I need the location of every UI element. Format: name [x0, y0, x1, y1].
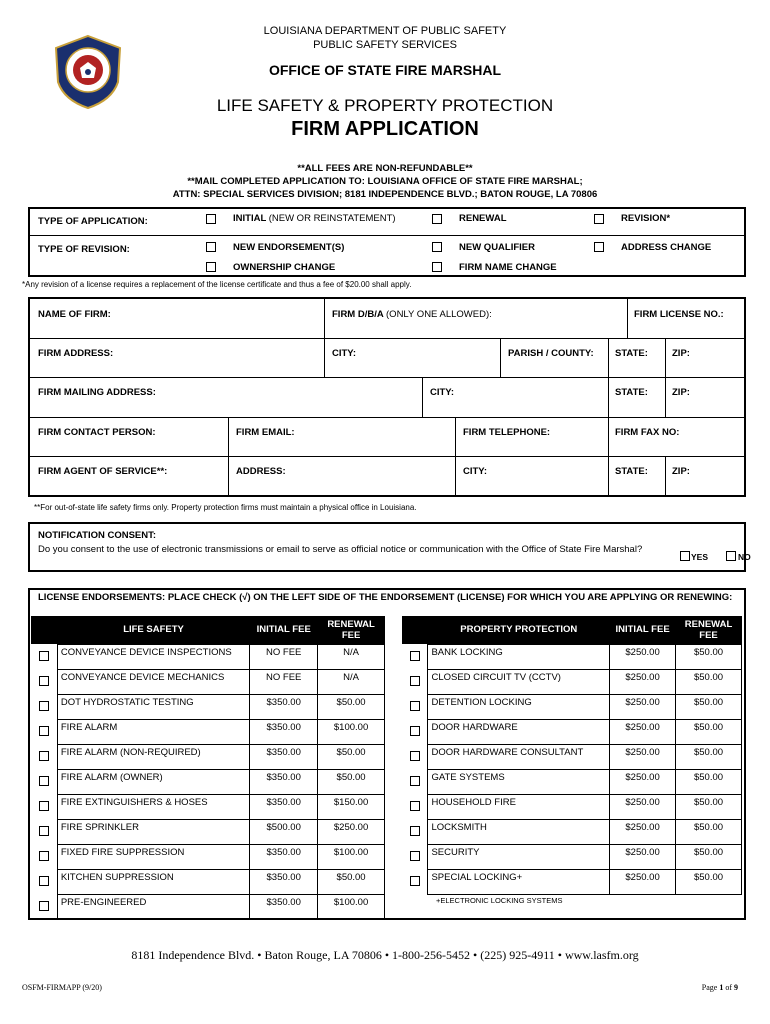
initial-fee: $350.00 — [250, 794, 318, 819]
endorsement-checkbox[interactable] — [39, 651, 49, 661]
endorsement-name: FIRE ALARM — [57, 719, 249, 744]
dba-note: (ONLY ONE ALLOWED): — [386, 309, 492, 320]
renewal-fee: $50.00 — [676, 794, 742, 819]
new-endorsement-checkbox[interactable] — [206, 242, 216, 252]
endorsement-name: KITCHEN SUPPRESSION — [57, 869, 249, 894]
firm-license-label: FIRM LICENSE NO.: — [634, 309, 724, 320]
endorsement-name: DETENTION LOCKING — [428, 694, 610, 719]
life-safety-check-header — [31, 616, 57, 644]
mail-line-1: **MAIL COMPLETED APPLICATION TO: LOUISIANA OFFICE OF STATE FIRE MARSHAL; — [187, 176, 583, 187]
renewal-label: RENEWAL — [459, 213, 507, 224]
table-row — [31, 644, 385, 669]
initial-fee: $350.00 — [250, 844, 318, 869]
endorsement-name: DOT HYDROSTATIC TESTING — [57, 694, 249, 719]
endorsement-name: SECURITY — [428, 844, 610, 869]
endorsement-name: SPECIAL LOCKING+ — [428, 869, 610, 894]
table-row — [31, 769, 385, 794]
office-title: OFFICE OF STATE FIRE MARSHAL — [268, 62, 502, 78]
life-safety-initial-fee-header: INITIAL FEE — [250, 616, 318, 644]
page-of: of — [723, 983, 734, 992]
initial-fee: NO FEE — [250, 644, 318, 669]
renewal-fee: $100.00 — [318, 844, 385, 869]
renewal-fee: $100.00 — [318, 894, 385, 919]
property-rows — [402, 644, 742, 894]
initial-fee: $250.00 — [610, 819, 676, 844]
page-total: 9 — [734, 983, 738, 992]
initial-fee: $250.00 — [610, 669, 676, 694]
initial-fee: $500.00 — [250, 819, 318, 844]
endorsement-name: FIXED FIRE SUPPRESSION — [57, 844, 249, 869]
initial-fee: $350.00 — [250, 769, 318, 794]
mailing-city-label: CITY: — [430, 387, 455, 398]
address-change-checkbox[interactable] — [594, 242, 604, 252]
renewal-fee: $50.00 — [676, 869, 742, 894]
revision-fee-note: *Any revision of a license requires a replacement of the license certificate and thus a fee of $20.00 shall apply. — [22, 280, 412, 289]
endorsement-name: CLOSED CIRCUIT TV (CCTV) — [428, 669, 610, 694]
firm-email-label: FIRM EMAIL: — [236, 427, 295, 438]
new-qualifier-checkbox[interactable] — [432, 242, 442, 252]
life-safety-table — [31, 616, 385, 920]
initial-fee: $350.00 — [250, 894, 318, 919]
endorsement-checkbox[interactable] — [410, 851, 420, 861]
table-row — [402, 744, 742, 769]
life-safety-renewal-fee-header: RENEWAL FEE — [318, 616, 385, 644]
program-title: LIFE SAFETY & PROPERTY PROTECTION — [216, 96, 554, 115]
firm-city-label: CITY: — [332, 348, 357, 359]
endorsement-checkbox[interactable] — [410, 751, 420, 761]
contact-person-label: FIRM CONTACT PERSON: — [38, 427, 156, 438]
mailing-zip-label: ZIP: — [672, 387, 690, 398]
mail-line-2: ATTN: SPECIAL SERVICES DIVISION; 8181 INDEPENDENCE BLVD.; BATON ROUGE, LA 70806 — [172, 189, 598, 200]
ownership-change-checkbox[interactable] — [206, 262, 216, 272]
table-row — [31, 819, 385, 844]
endorsement-checkbox[interactable] — [39, 901, 49, 911]
new-qualifier-label: NEW QUALIFIER — [459, 242, 535, 253]
dept-line-2: PUBLIC SAFETY SERVICES — [313, 39, 457, 51]
initial-option — [233, 213, 396, 224]
renewal-fee: $50.00 — [318, 869, 385, 894]
renewal-fee: $50.00 — [676, 744, 742, 769]
firm-dba-field — [332, 309, 492, 320]
initial-fee: $250.00 — [610, 794, 676, 819]
renewal-fee: $50.00 — [676, 669, 742, 694]
property-check-header — [402, 616, 428, 644]
agent-state-label: STATE: — [615, 466, 648, 477]
initial-checkbox[interactable] — [206, 214, 216, 224]
mailing-instructions — [0, 162, 770, 201]
renewal-fee: $50.00 — [318, 769, 385, 794]
dba-label: FIRM D/B/A — [332, 309, 384, 320]
firm-zip-label: ZIP: — [672, 348, 690, 359]
property-protection-table — [402, 616, 742, 895]
endorsement-checkbox[interactable] — [410, 876, 420, 886]
table-row — [402, 794, 742, 819]
endorsement-checkbox[interactable] — [39, 701, 49, 711]
firm-fax-label: FIRM FAX NO: — [615, 427, 680, 438]
parish-county-label: PARISH / COUNTY: — [508, 348, 594, 359]
endorsement-name: CONVEYANCE DEVICE INSPECTIONS — [57, 644, 249, 669]
agent-of-service-label: FIRM AGENT OF SERVICE**: — [38, 466, 168, 477]
renewal-fee: $100.00 — [318, 719, 385, 744]
endorsement-checkbox[interactable] — [410, 676, 420, 686]
firm-telephone-label: FIRM TELEPHONE: — [463, 427, 551, 438]
table-row — [31, 719, 385, 744]
endorsement-name: FIRE EXTINGUISHERS & HOSES — [57, 794, 249, 819]
firm-name-change-checkbox[interactable] — [432, 262, 442, 272]
initial-fee: $250.00 — [610, 869, 676, 894]
renewal-fee: $50.00 — [676, 694, 742, 719]
endorsement-name: PRE-ENGINEERED — [57, 894, 249, 919]
initial-fee: $350.00 — [250, 719, 318, 744]
initial-fee: $250.00 — [610, 769, 676, 794]
table-row — [402, 719, 742, 744]
table-row — [402, 694, 742, 719]
endorsement-name: DOOR HARDWARE — [428, 719, 610, 744]
ownership-change-label: OWNERSHIP CHANGE — [233, 262, 336, 273]
renewal-fee: $50.00 — [676, 719, 742, 744]
endorsement-checkbox[interactable] — [39, 751, 49, 761]
table-row — [31, 894, 385, 919]
renewal-checkbox[interactable] — [432, 214, 442, 224]
endorsement-name: DOOR HARDWARE CONSULTANT — [428, 744, 610, 769]
table-row — [402, 819, 742, 844]
endorsement-checkbox[interactable] — [39, 801, 49, 811]
consent-no-checkbox[interactable] — [726, 551, 736, 561]
initial-fee: $250.00 — [610, 694, 676, 719]
property-initial-fee-header: INITIAL FEE — [610, 616, 676, 644]
property-header: PROPERTY PROTECTION — [428, 616, 610, 644]
firm-address-label: FIRM ADDRESS: — [38, 348, 114, 359]
initial-fee: $350.00 — [250, 694, 318, 719]
agent-city-label: CITY: — [463, 466, 488, 477]
table-row — [31, 869, 385, 894]
page-prefix: Page — [701, 983, 720, 992]
firm-name-label: NAME OF FIRM: — [38, 309, 111, 320]
endorsement-name: FIRE ALARM (NON-REQUIRED) — [57, 744, 249, 769]
form-code: OSFM-FIRMAPP (9/20) — [22, 983, 102, 992]
renewal-fee: $250.00 — [318, 819, 385, 844]
consent-yes-label: YES — [691, 552, 709, 562]
page-current: 1 — [719, 983, 724, 992]
table-row — [402, 869, 742, 894]
renewal-fee: $150.00 — [318, 794, 385, 819]
endorsement-checkbox[interactable] — [410, 726, 420, 736]
renewal-fee: $50.00 — [318, 694, 385, 719]
table-row — [31, 744, 385, 769]
page-number — [702, 983, 738, 992]
initial-note: (NEW OR REINSTATEMENT) — [268, 213, 396, 224]
endorsement-name: LOCKSMITH — [428, 819, 610, 844]
department-header — [0, 24, 770, 52]
property-header-row — [402, 616, 742, 644]
table-row — [31, 844, 385, 869]
endorsement-name: BANK LOCKING — [428, 644, 610, 669]
revision-label: REVISION* — [621, 213, 671, 224]
initial-fee: NO FEE — [250, 669, 318, 694]
table-row — [402, 769, 742, 794]
fees-note: **ALL FEES ARE NON-REFUNDABLE** — [297, 163, 473, 174]
initial-fee: $350.00 — [250, 869, 318, 894]
initial-label: INITIAL — [233, 213, 267, 224]
table-row — [402, 644, 742, 669]
endorsement-checkbox[interactable] — [39, 676, 49, 686]
application-type-section — [28, 207, 746, 277]
renewal-fee: $50.00 — [676, 769, 742, 794]
revision-checkbox[interactable] — [594, 214, 604, 224]
new-endorsement-label: NEW ENDORSEMENT(S) — [233, 242, 345, 253]
life-safety-rows — [31, 644, 385, 919]
renewal-fee: N/A — [318, 669, 385, 694]
agent-note: **For out-of-state life safety firms only. Property protection firms must maintain a physical office in Louisiana. — [34, 503, 417, 512]
consent-title: NOTIFICATION CONSENT: — [38, 530, 157, 541]
renewal-fee: N/A — [318, 644, 385, 669]
endorsements-heading: LICENSE ENDORSEMENTS: PLACE CHECK (√) ON THE LEFT SIDE OF THE ENDORSEMENT (LICENSE) FOR WHICH YOU ARE APPLYING OR RENEWING: — [38, 592, 733, 603]
firm-information-section — [28, 297, 746, 497]
notification-consent-section — [28, 522, 751, 572]
type-of-application-label: TYPE OF APPLICATION: — [38, 216, 148, 227]
life-safety-header-row — [31, 616, 385, 644]
endorsement-checkbox[interactable] — [410, 826, 420, 836]
electronic-locking-note: +ELECTRONIC LOCKING SYSTEMS — [436, 896, 563, 905]
endorsement-checkbox[interactable] — [39, 776, 49, 786]
initial-fee: $250.00 — [610, 719, 676, 744]
footer-address: 8181 Independence Blvd. • Baton Rouge, LA 70806 • 1-800-256-5452 • (225) 925-4911 • www.lasfm.org — [131, 948, 639, 962]
endorsement-checkbox[interactable] — [410, 801, 420, 811]
renewal-fee: $50.00 — [676, 819, 742, 844]
license-endorsements-section — [28, 588, 746, 920]
endorsement-checkbox[interactable] — [39, 851, 49, 861]
table-row — [31, 669, 385, 694]
renewal-fee: $50.00 — [676, 844, 742, 869]
table-row — [31, 794, 385, 819]
endorsement-name: FIRE SPRINKLER — [57, 819, 249, 844]
consent-question: Do you consent to the use of electronic transmissions or email to serve as official notice or communication with the Office of State Fire Marshal? — [38, 544, 643, 555]
life-safety-header: LIFE SAFETY — [57, 616, 249, 644]
table-row — [402, 844, 742, 869]
consent-no-label: NO — [738, 552, 751, 562]
property-renewal-fee-header: RENEWAL FEE — [676, 616, 742, 644]
agent-zip-label: ZIP: — [672, 466, 690, 477]
table-row — [402, 669, 742, 694]
endorsement-checkbox[interactable] — [39, 826, 49, 836]
endorsement-name: CONVEYANCE DEVICE MECHANICS — [57, 669, 249, 694]
consent-yes-checkbox[interactable] — [680, 551, 690, 561]
table-row — [31, 694, 385, 719]
renewal-fee: $50.00 — [676, 644, 742, 669]
initial-fee: $250.00 — [610, 644, 676, 669]
endorsement-checkbox[interactable] — [39, 876, 49, 886]
endorsement-name: HOUSEHOLD FIRE — [428, 794, 610, 819]
endorsement-checkbox[interactable] — [410, 701, 420, 711]
address-change-label: ADDRESS CHANGE — [621, 242, 712, 253]
agent-address-label: ADDRESS: — [236, 466, 286, 477]
endorsement-checkbox[interactable] — [410, 651, 420, 661]
firm-state-label: STATE: — [615, 348, 648, 359]
endorsement-checkbox[interactable] — [39, 726, 49, 736]
mailing-address-label: FIRM MAILING ADDRESS: — [38, 387, 156, 398]
form-title: FIRM APPLICATION — [291, 118, 479, 140]
type-of-revision-label: TYPE OF REVISION: — [38, 244, 130, 255]
endorsement-name: GATE SYSTEMS — [428, 769, 610, 794]
initial-fee: $250.00 — [610, 744, 676, 769]
renewal-fee: $50.00 — [318, 744, 385, 769]
dept-line-1: LOUISIANA DEPARTMENT OF PUBLIC SAFETY — [263, 25, 507, 37]
initial-fee: $350.00 — [250, 744, 318, 769]
endorsement-name: FIRE ALARM (OWNER) — [57, 769, 249, 794]
initial-fee: $250.00 — [610, 844, 676, 869]
mailing-state-label: STATE: — [615, 387, 648, 398]
endorsement-checkbox[interactable] — [410, 776, 420, 786]
firm-name-change-label: FIRM NAME CHANGE — [459, 262, 557, 273]
